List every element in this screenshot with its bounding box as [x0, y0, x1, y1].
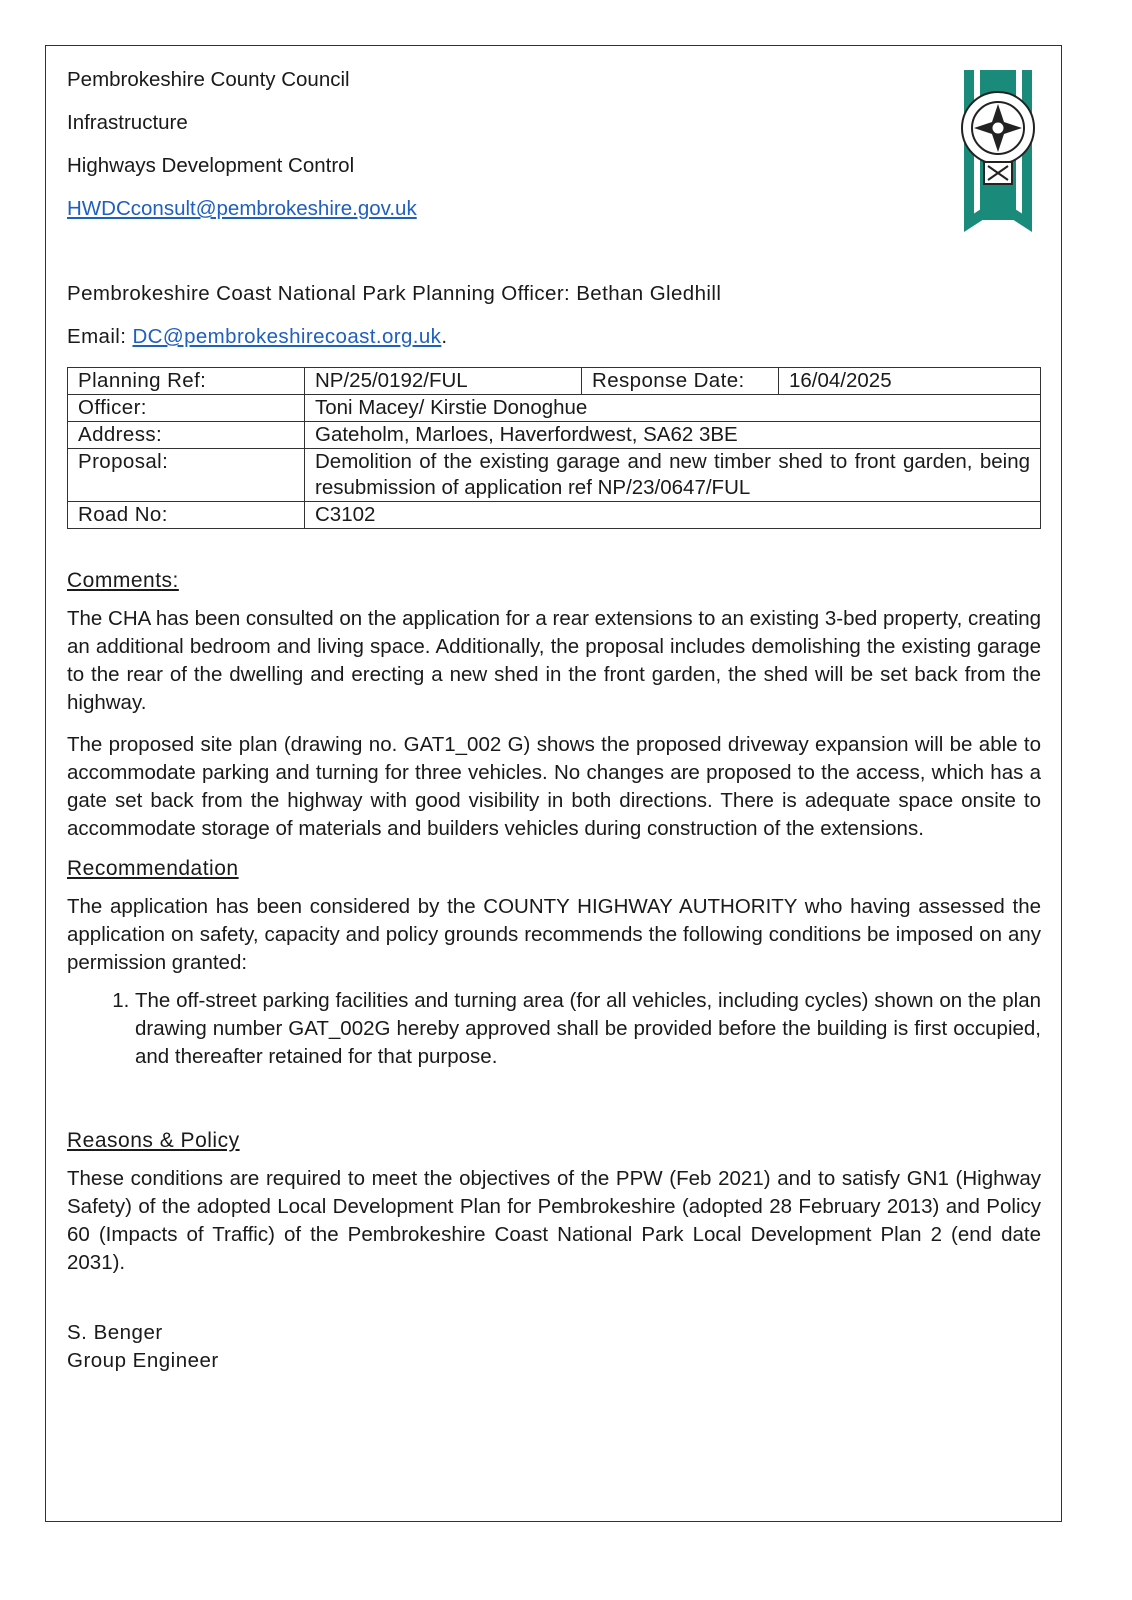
- comments-paragraph: The proposed site plan (drawing no. GAT1_002 G) shows the proposed driveway expansion will be able to accommodate parking and turning for three vehicles. No changes are proposed to the access, which has a gate set back from the highway with good visibility in both directions. There is adequate space onsite to accommodate storage of materials and builders vehicles during construction of the extensions.: [67, 733, 1041, 840]
- road-label: Road No:: [68, 502, 305, 529]
- proposal-label: Proposal:: [68, 449, 305, 502]
- comments-heading: Comments:: [67, 569, 179, 592]
- planning-ref: NP/25/0192/FUL: [305, 368, 582, 395]
- recipient-email-line: [67, 321, 1041, 355]
- recipient-line: Pembrokeshire Coast National Park Planning Officer: Bethan Gledhill: [67, 282, 722, 305]
- officer: Toni Macey/ Kirstie Donoghue: [305, 395, 1041, 422]
- department: Infrastructure: [67, 111, 188, 134]
- comments-paragraph: The CHA has been consulted on the application for a rear extensions to an existing 3-bed property, creating an additional bedroom and living space. Additionally, the proposal includes demolishing the existing garage to the rear of the dwelling and erecting a new shed in the front garden, the shed will be set back from the highway.: [67, 607, 1041, 714]
- reasons-heading: Reasons & Policy: [67, 1129, 240, 1152]
- council-email-link[interactable]: HWDCconsult@pembrokeshire.gov.uk: [67, 197, 417, 220]
- reasons-text: These conditions are required to meet the objectives of the PPW (Feb 2021) and to satisfy GN1 (Highway Safety) of the adopted Local Development Plan for Pembrokeshire (adopted 28 February 2013) and Policy 60 (Impacts of Traffic) of the Pembrokeshire Coast National Park Local Development Plan 2 (end date 2031).: [67, 1167, 1041, 1274]
- response-date-label: Response Date:: [582, 368, 779, 395]
- recommendation-heading: Recommendation: [67, 857, 239, 880]
- response-date: 16/04/2025: [779, 368, 1041, 395]
- email-suffix: .: [441, 325, 448, 348]
- proposal: Demolition of the existing garage and new timber shed to front garden, being resubmission of application ref NP/23/0647/FUL: [305, 449, 1041, 502]
- recommendation-intro: The application has been considered by the COUNTY HIGHWAY AUTHORITY who having assessed the application on safety, capacity and policy grounds recommends the following conditions be imposed on any permission granted:: [67, 895, 1041, 974]
- recipient-email-link[interactable]: DC@pembrokeshirecoast.org.uk: [132, 325, 442, 348]
- signatory-name: S. Benger: [67, 1321, 163, 1344]
- unit: Highways Development Control: [67, 154, 355, 177]
- email-label: Email:: [67, 325, 133, 348]
- org-name: Pembrokeshire County Council: [67, 68, 350, 91]
- address-label: Address:: [68, 422, 305, 449]
- address: Gateholm, Marloes, Haverfordwest, SA62 3BE: [305, 422, 1041, 449]
- planning-ref-label: Planning Ref:: [68, 368, 305, 395]
- conditions-list: [67, 987, 1041, 1071]
- road-number: C3102: [305, 502, 1041, 529]
- application-details-table: [67, 367, 1041, 529]
- officer-label: Officer:: [68, 395, 305, 422]
- signatory-title: Group Engineer: [67, 1349, 219, 1372]
- condition-item: 1. The off-street parking facilities and turning area (for all vehicles, including cycles) shown on the plan drawing number GAT_002G hereby approved shall be provided before the building is first occupied, and thereafter retained for that purpose.: [135, 987, 1041, 1071]
